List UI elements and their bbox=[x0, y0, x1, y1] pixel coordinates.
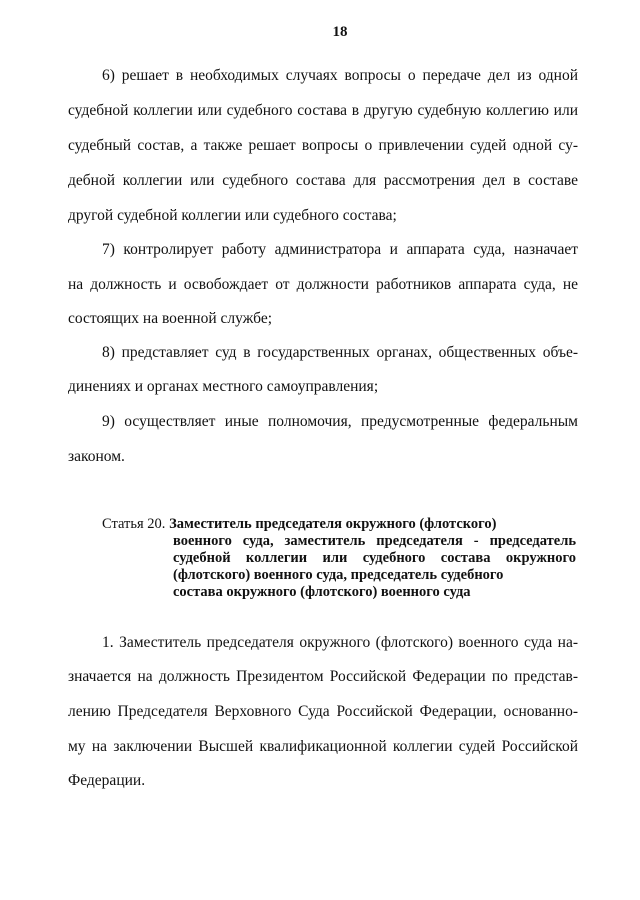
item-7-line-1: 7) контролирует работу администратора и аппарата суда, назначает bbox=[102, 241, 578, 258]
paragraph-1-line-2: значается на должность Президентом Российской Федерации по представ- bbox=[68, 668, 578, 685]
paragraph-1-line-3: лению Председателя Верховного Суда Российской Федерации, основанно- bbox=[68, 703, 578, 720]
paragraph-1-line-1: 1. Заместитель председателя окружного (флотского) военного суда на- bbox=[102, 634, 578, 651]
article-title-line-4: (флотского) военного суда, председатель судебного bbox=[173, 567, 504, 583]
paragraph-1-line-4: му на заключении Высшей квалификационной коллегии судей Российской bbox=[68, 738, 578, 755]
article-heading-line-1 bbox=[102, 515, 496, 533]
item-6-line-5: другой судебной коллегии или судебного состава; bbox=[68, 207, 397, 224]
article-title-line-3: судебной коллегии или судебного состава окружного bbox=[173, 550, 576, 566]
article-title-line-2: военного суда, заместитель председателя - председатель bbox=[173, 533, 576, 549]
item-7-line-2: на должность и освобождает от должности работников аппарата суда, не bbox=[68, 276, 578, 293]
page-number: 18 bbox=[332, 24, 348, 40]
item-6-line-4: дебной коллегии или судебного состава для рассмотрения дел в составе bbox=[68, 172, 578, 189]
paragraph-1-line-5: Федерации. bbox=[68, 772, 146, 789]
item-9-line-2: законом. bbox=[68, 448, 125, 465]
item-8-line-2: динениях и органах местного самоуправления; bbox=[68, 378, 379, 395]
article-title-line-1: Заместитель председателя окружного (флотского) bbox=[169, 516, 497, 532]
item-6-line-2: судебной коллегии или судебного состава в другую судебную коллегию или bbox=[68, 102, 578, 119]
article-title-line-5: состава окружного (флотского) военного суда bbox=[173, 584, 471, 600]
item-9-line-1: 9) осуществляет иные полномочия, предусмотренные федеральным bbox=[102, 413, 578, 430]
item-8-line-1: 8) представляет суд в государственных органах, общественных объе- bbox=[102, 344, 578, 361]
item-7-line-3: состоящих на военной службе; bbox=[68, 310, 273, 327]
article-label: Статья 20. bbox=[102, 516, 166, 532]
item-6-line-1: 6) решает в необходимых случаях вопросы о передаче дел из одной bbox=[102, 67, 578, 84]
item-6-line-3: судебный состав, а также решает вопросы о привлечении судей одной су- bbox=[68, 137, 578, 154]
